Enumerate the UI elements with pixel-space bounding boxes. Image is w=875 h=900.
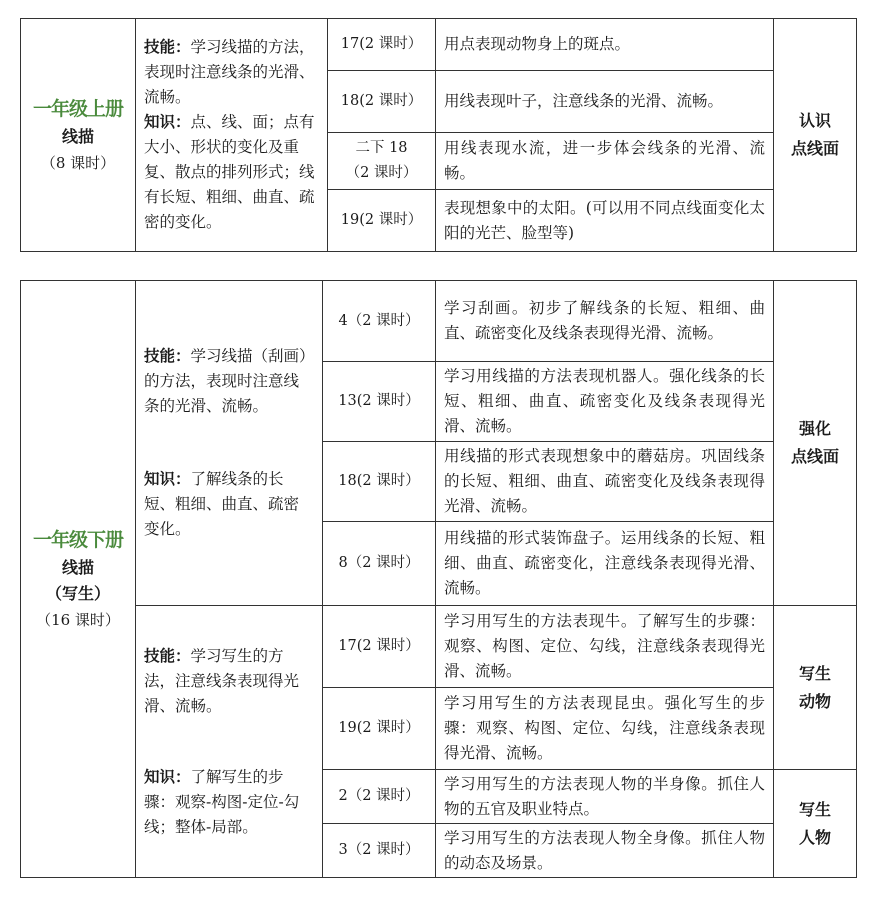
skill-label: 技能：: [144, 38, 191, 56]
grade-subtitle-line-1: 线描: [61, 558, 94, 577]
grade-hours: （8 课时）: [40, 154, 116, 172]
lesson-description: 学习用写生的方法表现人物全身像。抓住人物的动态及场景。: [436, 824, 774, 878]
lesson-cell: 2（2 课时）: [323, 770, 436, 824]
table-row: [21, 281, 857, 362]
knowledge-label: 知识：: [144, 767, 191, 786]
lesson-description: 用线描的形式装饰盘子。运用线条的长短、粗细、曲直、疏密变化，注意线条表现得光滑、流畅。: [436, 522, 774, 606]
grade-title: 一年级下册: [32, 529, 123, 551]
knowledge-text: 点、线、面；点有大小、形状的变化及重复、散点的排列形式；线有长短、粗细、曲直、疏密的变化。: [144, 113, 315, 231]
knowledge-label: 知识：: [144, 470, 191, 488]
goal-line-2: 人物: [798, 827, 831, 847]
goal-cell: [774, 770, 857, 878]
knowledge-text: 了解线条的长短、粗细、曲直、疏密变化。: [144, 470, 300, 538]
lesson-description: 表现想象中的太阳。(可以用不同点线面变化太阳的光芒、脸型等): [436, 190, 774, 252]
grade-subtitle: 线描: [61, 127, 94, 146]
goal-cell: [774, 606, 857, 770]
skill-text: 学习线描（刮画）的方法，表现时注意线条的光滑、流畅。: [144, 347, 307, 415]
lesson-cell: 8（2 课时）: [323, 522, 436, 606]
grade-cell: [21, 281, 136, 878]
skills-knowledge-cell: [136, 606, 323, 878]
grade-subtitle-line-2: （写生）: [45, 584, 110, 603]
goal-line-2: 点线面: [790, 139, 839, 158]
skill-text: 学习写生的方法，注意线条表现得光滑、流畅。: [144, 646, 300, 715]
lesson-description: 用线表现水流，进一步体会线条的光滑、流畅。: [436, 133, 774, 190]
lesson-description: 学习用线描的方法表现机器人。强化线条的长短、粗细、曲直、疏密变化及线条表现得光滑、流畅。: [436, 362, 774, 442]
goal-line-1: 写生: [798, 663, 831, 683]
lesson-cell: 19(2 课时）: [323, 688, 436, 770]
curriculum-table-grade1-second-semester: [20, 280, 857, 878]
skill-label: 技能：: [144, 646, 191, 665]
skill-text: 学习线描的方法，表现时注意线条的光滑、流畅。: [144, 38, 315, 106]
skills-knowledge-cell: [136, 281, 323, 606]
lesson-cell: 3（2 课时）: [323, 824, 436, 878]
goal-cell: [774, 281, 857, 606]
lesson-line-2: （2 课时）: [345, 165, 418, 181]
grade-title: 一年级上册: [32, 98, 123, 120]
lesson-description: 用点表现动物身上的斑点。: [436, 19, 774, 71]
goal-line-1: 写生: [798, 799, 831, 819]
goal-line-1: 认识: [798, 111, 831, 130]
skill-label: 技能：: [144, 347, 191, 365]
lesson-description: 学习用写生的方法表现人物的半身像。抓住人物的五官及职业特点。: [436, 770, 774, 824]
grade-hours: （16 课时）: [36, 611, 120, 629]
table-row: [21, 19, 857, 71]
grade-cell: [21, 19, 136, 252]
lesson-description: 学习用写生的方法表现牛。了解写生的步骤：观察、构图、定位、勾线，注意线条表现得光滑、流畅。: [436, 606, 774, 688]
curriculum-table-grade1-first-semester: [20, 18, 857, 252]
lesson-cell: 4（2 课时）: [323, 281, 436, 362]
knowledge-text: 了解写生的步骤：观察-构图-定位-勾线；整体-局部。: [144, 767, 300, 836]
lesson-line-1: 二下 18: [355, 140, 408, 156]
lesson-cell: 18(2 课时）: [323, 442, 436, 522]
goal-line-2: 点线面: [790, 447, 839, 466]
goal-line-2: 动物: [798, 691, 831, 711]
skills-knowledge-cell: [136, 19, 328, 252]
lesson-cell: 13(2 课时）: [323, 362, 436, 442]
goal-line-1: 强化: [798, 419, 831, 438]
lesson-cell: 17(2 课时）: [323, 606, 436, 688]
lesson-cell: 17(2 课时）: [328, 19, 436, 71]
lesson-description: 学习用写生的方法表现昆虫。强化写生的步骤：观察、构图、定位、勾线，注意线条表现得光滑、流畅。: [436, 688, 774, 770]
lesson-description: 学习刮画。初步了解线条的长短、粗细、曲直、疏密变化及线条表现得光滑、流畅。: [436, 281, 774, 362]
lesson-description: 用线描的形式表现想象中的蘑菇房。巩固线条的长短、粗细、曲直、疏密变化及线条表现得光滑、流畅。: [436, 442, 774, 522]
lesson-cell: 18(2 课时）: [328, 71, 436, 133]
knowledge-label: 知识：: [144, 113, 191, 131]
lesson-cell: [328, 133, 436, 190]
lesson-description: 用线表现叶子，注意线条的光滑、流畅。: [436, 71, 774, 133]
table-row: [21, 606, 857, 688]
lesson-cell: 19(2 课时）: [328, 190, 436, 252]
goal-cell: [774, 19, 857, 252]
